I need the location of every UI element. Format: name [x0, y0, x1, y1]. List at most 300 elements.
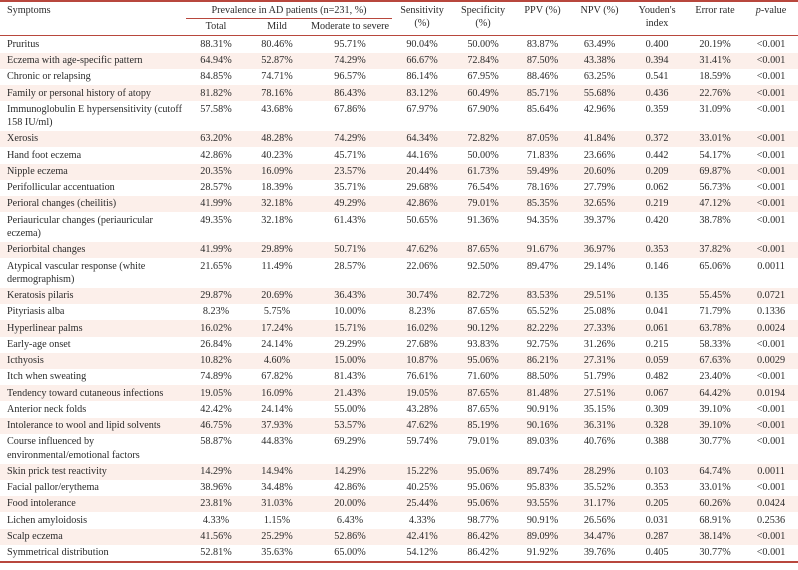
value-cell: <0.001: [756, 338, 786, 350]
value-cell: 52.87%: [261, 55, 293, 67]
value-cell: 0.059: [645, 355, 669, 367]
value-cell: <0.001: [756, 38, 786, 50]
value-cell: 26.56%: [583, 514, 616, 526]
value-cell: 45.71%: [334, 149, 366, 161]
value-cell: 37.93%: [261, 420, 293, 432]
value-cell: 10.87%: [406, 355, 438, 367]
table-row: [0, 258, 798, 288]
value-cell: 56.73%: [699, 182, 731, 194]
table-row: [0, 196, 798, 212]
value-cell: 49.29%: [334, 198, 366, 210]
value-cell: <0.001: [756, 371, 786, 383]
value-cell: 50.65%: [406, 214, 438, 226]
symptom-cell: Periauricular changes (periauricular eczema): [7, 214, 153, 240]
value-cell: 47.12%: [699, 198, 731, 210]
value-cell: 0.541: [645, 71, 669, 83]
symptom-cell: Course influenced by environmental/emotional factors: [7, 436, 140, 461]
value-cell: 55.00%: [334, 403, 366, 415]
value-cell: 61.73%: [467, 165, 499, 177]
symptom-cell: Atypical vascular response (white dermographism): [7, 260, 146, 285]
col-header-mild: Mild: [246, 18, 308, 35]
col-header-youden-index: Youden's index: [628, 1, 686, 36]
value-cell: 10.82%: [200, 355, 232, 367]
value-cell: 43.28%: [406, 403, 438, 415]
value-cell: 31.09%: [699, 103, 731, 115]
value-cell: 91.67%: [526, 244, 559, 256]
value-cell: 50.00%: [467, 38, 499, 50]
value-cell: 69.29%: [334, 436, 366, 448]
value-cell: 4.60%: [263, 355, 291, 367]
value-cell: 87.65%: [467, 244, 499, 256]
value-cell: <0.001: [756, 214, 786, 226]
value-cell: 25.44%: [406, 498, 438, 510]
value-cell: 86.42%: [467, 547, 499, 559]
symptom-cell: Skin prick test reactivity: [7, 466, 107, 477]
value-cell: 23.66%: [583, 149, 616, 161]
value-cell: 0.442: [645, 149, 669, 161]
value-cell: 74.29%: [334, 55, 366, 67]
value-cell: 0.2536: [757, 514, 786, 526]
value-cell: 88.46%: [526, 71, 559, 83]
value-cell: 32.18%: [261, 214, 293, 226]
value-cell: 92.75%: [526, 338, 559, 350]
table-row: [0, 320, 798, 336]
value-cell: 96.57%: [334, 71, 366, 83]
value-cell: 58.87%: [200, 436, 232, 448]
value-cell: 88.50%: [526, 371, 559, 383]
value-cell: 18.59%: [699, 71, 731, 83]
value-cell: 35.52%: [583, 482, 616, 494]
value-cell: 14.29%: [200, 466, 232, 477]
value-cell: 22.76%: [699, 87, 731, 99]
value-cell: 39.37%: [583, 214, 616, 226]
value-cell: 42.86%: [406, 198, 438, 210]
value-cell: 31.41%: [699, 55, 731, 67]
value-cell: 16.09%: [261, 387, 293, 399]
table-row: [0, 147, 798, 163]
value-cell: 0.0011: [757, 466, 785, 477]
value-cell: 25.29%: [261, 530, 293, 542]
value-cell: 28.57%: [200, 182, 232, 194]
table-row: [0, 180, 798, 196]
value-cell: 72.82%: [467, 133, 499, 145]
value-cell: 79.01%: [467, 198, 499, 210]
table-row: [0, 401, 798, 417]
value-cell: 41.84%: [583, 133, 616, 145]
value-cell: <0.001: [756, 547, 786, 559]
value-cell: 89.74%: [526, 466, 559, 477]
value-cell: 71.60%: [467, 371, 499, 383]
col-header-moderate-severe: Moderate to severe: [308, 18, 392, 35]
value-cell: 0.0721: [757, 290, 786, 302]
symptom-cell: Facial pallor/erythema: [7, 482, 99, 494]
value-cell: 71.83%: [526, 149, 559, 161]
value-cell: 26.84%: [200, 338, 232, 350]
value-cell: 55.45%: [699, 290, 731, 302]
col-header-specificity: Specificity (%): [452, 1, 514, 36]
value-cell: 83.53%: [526, 290, 559, 302]
value-cell: 14.94%: [261, 466, 293, 477]
value-cell: 43.68%: [261, 103, 293, 115]
value-cell: 30.74%: [406, 290, 438, 302]
value-cell: 94.35%: [526, 214, 559, 226]
value-cell: 38.14%: [699, 530, 731, 542]
table-row: [0, 242, 798, 258]
value-cell: 0.372: [645, 133, 669, 145]
value-cell: 59.49%: [526, 165, 559, 177]
value-cell: <0.001: [756, 71, 786, 83]
table-row: [0, 304, 798, 320]
value-cell: 80.46%: [261, 38, 293, 50]
value-cell: 41.56%: [200, 530, 232, 542]
value-cell: 40.23%: [261, 149, 293, 161]
value-cell: 83.12%: [406, 87, 438, 99]
value-cell: 65.00%: [334, 547, 366, 559]
value-cell: 91.92%: [526, 547, 559, 559]
value-cell: 67.95%: [467, 71, 499, 83]
value-cell: 90.12%: [467, 322, 499, 334]
value-cell: 22.06%: [406, 260, 438, 272]
table-row: [0, 369, 798, 385]
value-cell: 34.48%: [261, 482, 293, 494]
value-cell: <0.001: [756, 182, 786, 194]
value-cell: 76.61%: [406, 371, 438, 383]
value-cell: 0.353: [645, 244, 669, 256]
symptom-cell: Pruritus: [7, 38, 40, 50]
symptom-cell: Itch when sweating: [7, 371, 87, 383]
value-cell: 41.99%: [200, 244, 232, 256]
value-cell: 93.55%: [526, 498, 559, 510]
value-cell: 0.353: [645, 482, 669, 494]
value-cell: 33.01%: [699, 133, 731, 145]
value-cell: 46.75%: [200, 420, 232, 432]
symptom-cell: Nipple eczema: [7, 165, 68, 177]
value-cell: 24.14%: [261, 338, 293, 350]
value-cell: 64.74%: [699, 466, 731, 477]
symptom-cell: Immunoglobulin E hypersensitivity (cutoff 158 IU/ml): [7, 103, 182, 129]
value-cell: 74.29%: [334, 133, 366, 145]
value-cell: 40.76%: [583, 436, 616, 448]
value-cell: 95.06%: [467, 355, 499, 367]
table-row: [0, 418, 798, 434]
value-cell: 20.69%: [261, 290, 293, 302]
value-cell: 81.48%: [526, 387, 559, 399]
value-cell: <0.001: [756, 133, 786, 145]
value-cell: 0.482: [645, 371, 669, 383]
symptom-cell: Icthyosis: [7, 355, 44, 367]
value-cell: 63.49%: [583, 38, 616, 50]
value-cell: 68.91%: [699, 514, 731, 526]
value-cell: 20.19%: [699, 38, 731, 50]
col-header-npv: NPV (%): [571, 1, 628, 36]
value-cell: 29.51%: [583, 290, 616, 302]
value-cell: <0.001: [756, 103, 786, 115]
value-cell: 91.36%: [467, 214, 499, 226]
symptom-cell: Food intolerance: [7, 498, 76, 510]
value-cell: 50.71%: [334, 244, 366, 256]
table-row: [0, 288, 798, 304]
symptom-cell: Hyperlinear palms: [7, 322, 83, 334]
symptom-cell: Scalp eczema: [7, 530, 63, 542]
symptom-cell: Intolerance to wool and lipid solvents: [7, 420, 161, 432]
value-cell: 28.29%: [583, 466, 616, 477]
table-row: [0, 353, 798, 369]
table-row: [0, 85, 798, 101]
value-cell: 51.79%: [583, 371, 616, 383]
col-header-ppv: PPV (%): [514, 1, 571, 36]
value-cell: 24.14%: [261, 403, 293, 415]
symptom-cell: Symmetrical distribution: [7, 547, 109, 559]
value-cell: 31.03%: [261, 498, 293, 510]
value-cell: 42.42%: [200, 403, 232, 415]
symptom-cell: Hand foot eczema: [7, 149, 82, 161]
value-cell: 55.68%: [583, 87, 616, 99]
value-cell: 81.82%: [200, 87, 232, 99]
value-cell: 0.215: [645, 338, 669, 350]
table-header: [0, 1, 798, 36]
value-cell: 35.71%: [334, 182, 366, 194]
value-cell: 0.0011: [757, 260, 785, 272]
value-cell: 0.287: [645, 530, 669, 542]
value-cell: 38.78%: [699, 214, 731, 226]
table-row: [0, 337, 798, 353]
value-cell: 0.061: [645, 322, 669, 334]
value-cell: 82.72%: [467, 290, 499, 302]
value-cell: <0.001: [756, 403, 786, 415]
value-cell: 0.031: [645, 514, 669, 526]
value-cell: 78.16%: [526, 182, 559, 194]
table-row: [0, 512, 798, 528]
value-cell: 54.12%: [406, 547, 438, 559]
value-cell: 15.71%: [334, 322, 366, 334]
value-cell: 32.65%: [583, 198, 616, 210]
value-cell: 93.83%: [467, 338, 499, 350]
value-cell: 0.1336: [757, 306, 786, 318]
col-header-sensitivity: Sensitivity (%): [392, 1, 452, 36]
value-cell: 42.41%: [406, 530, 438, 542]
value-cell: 53.57%: [334, 420, 366, 432]
value-cell: 27.31%: [583, 355, 616, 367]
symptom-cell: Eczema with age-specific pattern: [7, 55, 143, 67]
value-cell: 23.57%: [334, 165, 366, 177]
value-cell: 27.79%: [583, 182, 616, 194]
value-cell: 83.87%: [526, 38, 559, 50]
value-cell: 98.77%: [467, 514, 499, 526]
value-cell: 0.328: [645, 420, 669, 432]
value-cell: 35.15%: [583, 403, 616, 415]
value-cell: 0.359: [645, 103, 669, 115]
value-cell: 39.76%: [583, 547, 616, 559]
symptom-cell: Xerosis: [7, 133, 39, 145]
value-cell: 29.68%: [406, 182, 438, 194]
value-cell: 35.63%: [261, 547, 293, 559]
table-row: [0, 434, 798, 464]
value-cell: 95.06%: [467, 482, 499, 494]
value-cell: 37.82%: [699, 244, 731, 256]
symptom-cell: Early-age onset: [7, 338, 71, 350]
value-cell: 69.87%: [699, 165, 731, 177]
symptom-cell: Perifollicular accentuation: [7, 182, 115, 194]
value-cell: 90.16%: [526, 420, 559, 432]
table-row: [0, 164, 798, 180]
value-cell: 4.33%: [408, 514, 436, 526]
value-cell: 36.31%: [583, 420, 616, 432]
value-cell: 0.135: [645, 290, 669, 302]
value-cell: 6.43%: [336, 514, 364, 526]
value-cell: <0.001: [756, 244, 786, 256]
value-cell: <0.001: [756, 87, 786, 99]
value-cell: 0.0024: [757, 322, 786, 334]
value-cell: 52.86%: [334, 530, 366, 542]
value-cell: 36.43%: [334, 290, 366, 302]
symptom-cell: Family or personal history of atopy: [7, 87, 152, 99]
value-cell: 0.062: [645, 182, 669, 194]
value-cell: 49.35%: [200, 214, 232, 226]
value-cell: 66.67%: [406, 55, 438, 67]
value-cell: 74.71%: [261, 71, 293, 83]
value-cell: 20.00%: [334, 498, 366, 510]
table-row: [0, 545, 798, 562]
col-header-symptoms: Symptoms: [0, 1, 186, 36]
value-cell: 0.219: [645, 198, 669, 210]
value-cell: 47.62%: [406, 244, 438, 256]
table-row: [0, 53, 798, 69]
value-cell: 87.65%: [467, 306, 499, 318]
value-cell: 85.64%: [526, 103, 559, 115]
value-cell: 92.50%: [467, 260, 499, 272]
value-cell: 0.0424: [757, 498, 786, 510]
value-cell: 87.50%: [526, 55, 559, 67]
symptom-cell: Anterior neck folds: [7, 403, 87, 415]
table-row: [0, 480, 798, 496]
value-cell: 82.22%: [526, 322, 559, 334]
value-cell: 86.14%: [406, 71, 438, 83]
value-cell: 4.33%: [202, 514, 230, 526]
table-body: [0, 36, 798, 562]
value-cell: 65.52%: [526, 306, 559, 318]
value-cell: 65.06%: [699, 260, 731, 272]
value-cell: 40.25%: [406, 482, 438, 494]
value-cell: 10.00%: [334, 306, 366, 318]
table-row: [0, 496, 798, 512]
value-cell: 89.47%: [526, 260, 559, 272]
table-row: [0, 385, 798, 401]
col-header-prevalence-group: Prevalence in AD patients (n=231, %): [186, 1, 392, 18]
value-cell: 17.24%: [261, 322, 293, 334]
value-cell: 64.34%: [406, 133, 438, 145]
value-cell: 54.17%: [699, 149, 731, 161]
value-cell: 61.43%: [334, 214, 366, 226]
p-value-rest: -value: [760, 4, 787, 16]
value-cell: 89.03%: [526, 436, 559, 448]
value-cell: 59.74%: [406, 436, 438, 448]
value-cell: 0.209: [645, 165, 669, 177]
value-cell: 0.067: [645, 387, 669, 399]
value-cell: 85.35%: [526, 198, 559, 210]
symptom-cell: Periorbital changes: [7, 244, 86, 256]
value-cell: 21.65%: [200, 260, 232, 272]
value-cell: 11.49%: [261, 260, 293, 272]
value-cell: 29.87%: [200, 290, 232, 302]
value-cell: <0.001: [756, 530, 786, 542]
table-row: [0, 212, 798, 242]
table-row: [0, 464, 798, 480]
value-cell: 0.388: [645, 436, 669, 448]
value-cell: 1.15%: [263, 514, 291, 526]
value-cell: 0.420: [645, 214, 669, 226]
value-cell: 95.83%: [526, 482, 559, 494]
value-cell: 18.39%: [261, 182, 293, 194]
value-cell: 23.40%: [699, 371, 731, 383]
value-cell: 87.65%: [467, 403, 499, 415]
value-cell: 74.89%: [200, 371, 232, 383]
value-cell: <0.001: [756, 149, 786, 161]
col-header-total: Total: [186, 18, 246, 35]
value-cell: 15.22%: [406, 466, 438, 477]
value-cell: 39.10%: [699, 420, 731, 432]
value-cell: 78.16%: [261, 87, 293, 99]
value-cell: 27.68%: [406, 338, 438, 350]
value-cell: 67.82%: [261, 371, 293, 383]
value-cell: 63.78%: [699, 322, 731, 334]
value-cell: 71.79%: [699, 306, 731, 318]
value-cell: 58.33%: [699, 338, 731, 350]
value-cell: 52.81%: [200, 547, 232, 559]
value-cell: 84.85%: [200, 71, 232, 83]
value-cell: 30.77%: [699, 436, 731, 448]
p-value-italic-p: p: [755, 4, 761, 16]
symptom-cell: Perioral changes (cheilitis): [7, 198, 117, 210]
value-cell: 29.29%: [334, 338, 366, 350]
value-cell: 67.63%: [699, 355, 731, 367]
value-cell: 21.43%: [334, 387, 366, 399]
value-cell: 29.89%: [261, 244, 293, 256]
value-cell: 63.20%: [200, 133, 232, 145]
table-row: [0, 101, 798, 131]
value-cell: 95.06%: [467, 498, 499, 510]
symptom-cell: Tendency toward cutaneous infections: [7, 387, 164, 399]
value-cell: 27.33%: [583, 322, 616, 334]
value-cell: 90.91%: [526, 514, 559, 526]
table-row: [0, 36, 798, 53]
value-cell: 0.405: [645, 547, 669, 559]
value-cell: 86.43%: [334, 87, 366, 99]
value-cell: <0.001: [756, 55, 786, 67]
value-cell: <0.001: [756, 436, 786, 448]
value-cell: 0.309: [645, 403, 669, 415]
value-cell: 44.83%: [261, 436, 293, 448]
value-cell: 86.21%: [526, 355, 559, 367]
value-cell: 29.14%: [583, 260, 616, 272]
value-cell: 31.26%: [583, 338, 616, 350]
value-cell: 14.29%: [334, 466, 366, 477]
value-cell: 87.05%: [526, 133, 559, 145]
value-cell: 72.84%: [467, 55, 499, 67]
value-cell: 0.0029: [757, 355, 786, 367]
value-cell: 25.08%: [583, 306, 616, 318]
value-cell: 27.51%: [583, 387, 616, 399]
table-row: [0, 69, 798, 85]
value-cell: <0.001: [756, 198, 786, 210]
value-cell: 16.02%: [406, 322, 438, 334]
value-cell: 86.42%: [467, 530, 499, 542]
value-cell: 0.205: [645, 498, 669, 510]
value-cell: 31.17%: [583, 498, 616, 510]
table-row: [0, 131, 798, 147]
value-cell: 42.96%: [583, 103, 616, 115]
value-cell: 36.97%: [583, 244, 616, 256]
value-cell: 38.96%: [200, 482, 232, 494]
